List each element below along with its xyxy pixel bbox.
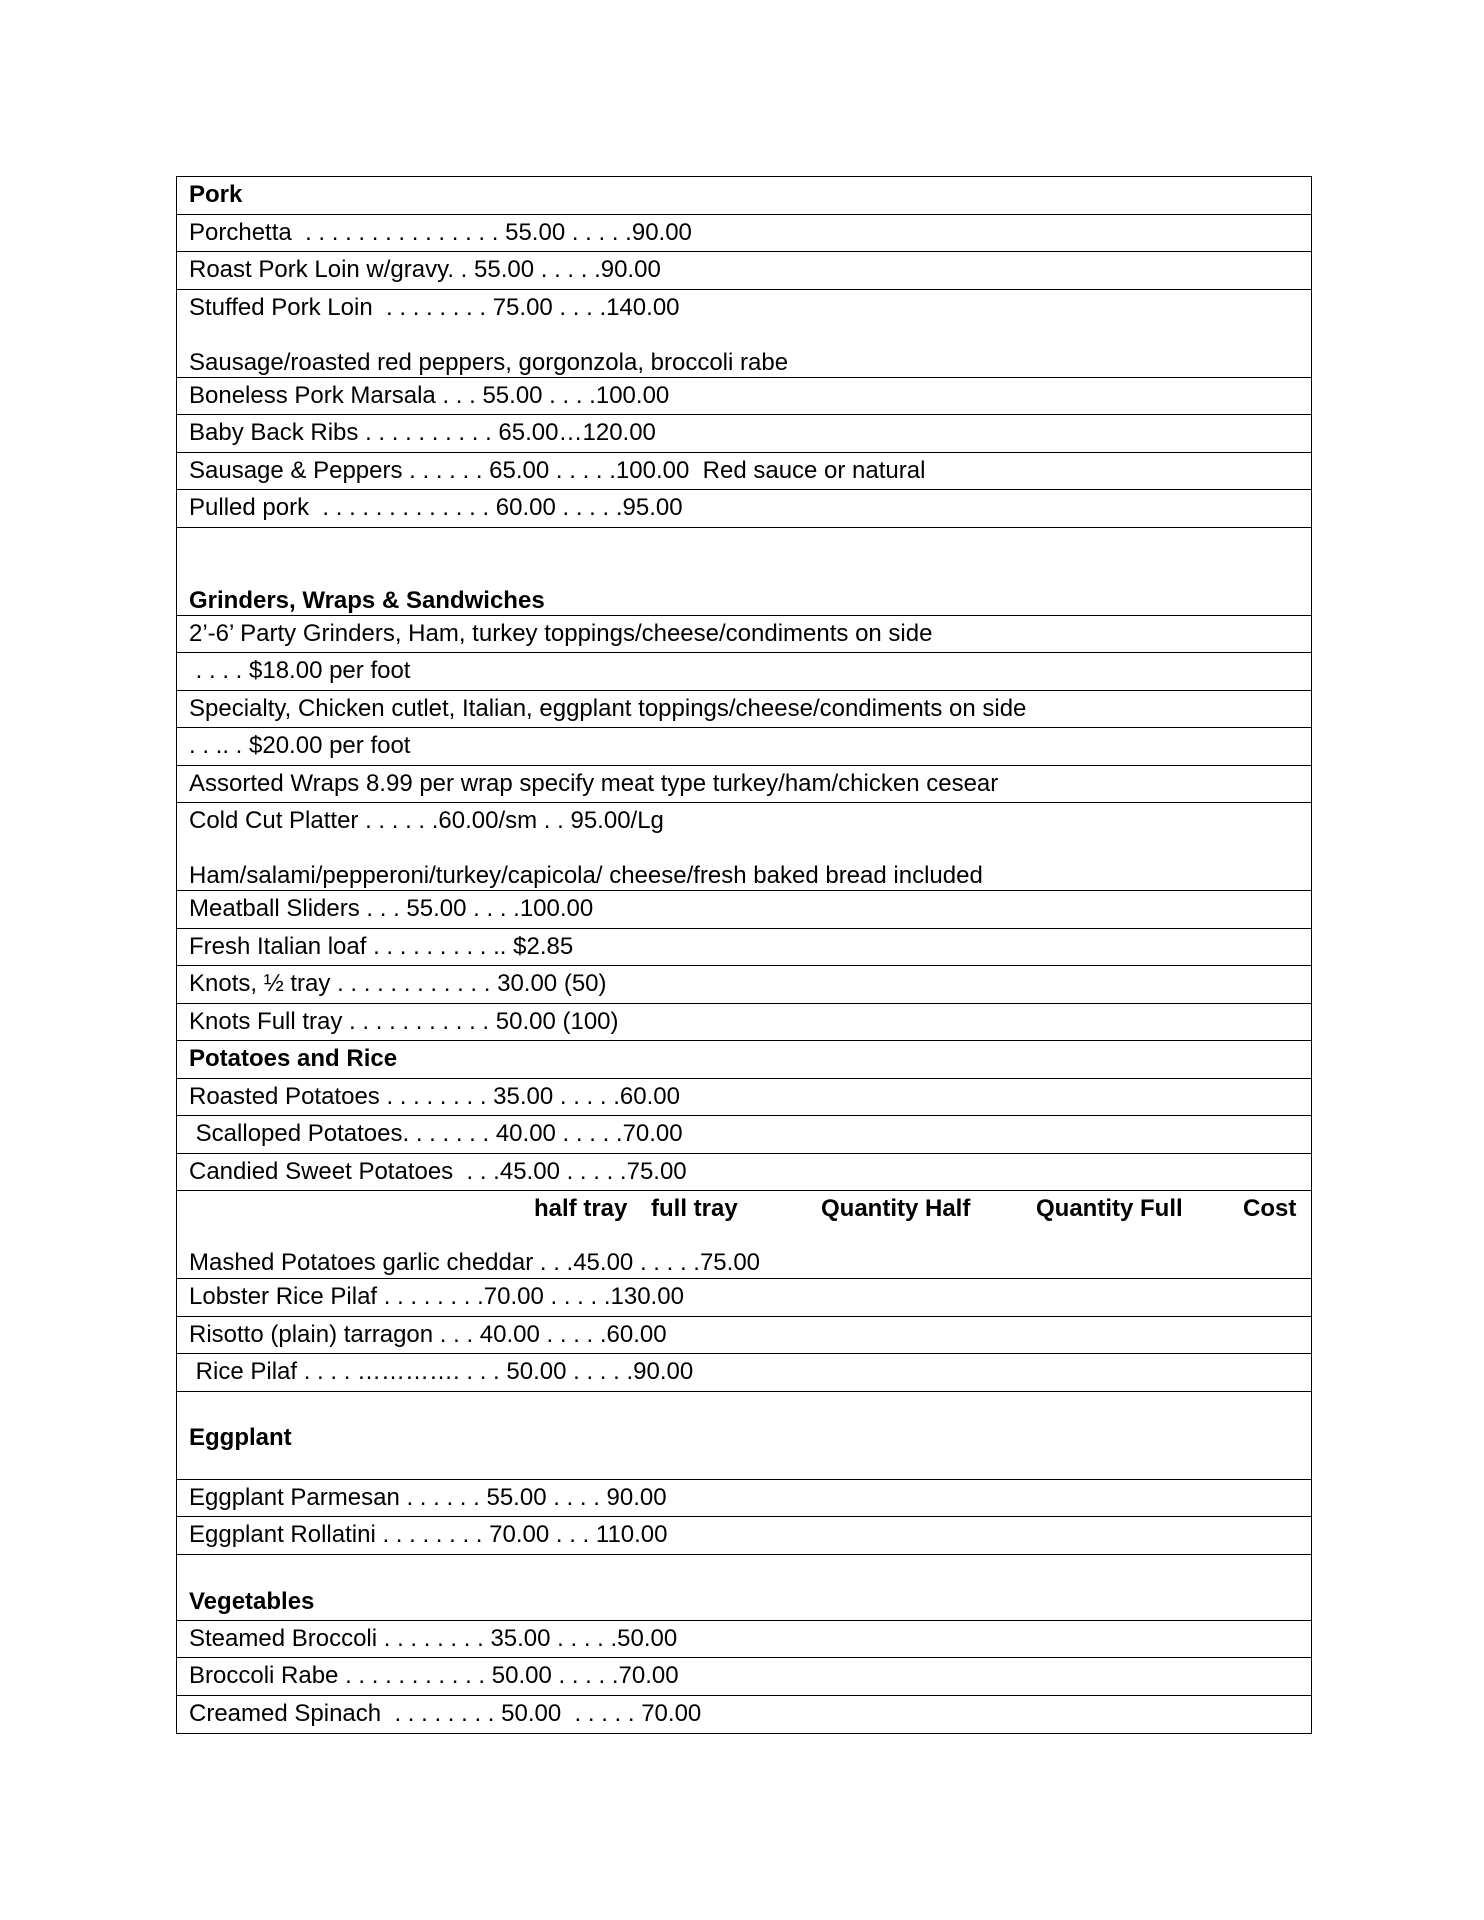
- item-line: Stuffed Pork Loin . . . . . . . . 75.00 . . . .140.00: [189, 293, 680, 321]
- menu-table: [176, 176, 1312, 1734]
- order-columns-header: [177, 1191, 1311, 1279]
- menu-item-mashed-potatoes: Mashed Potatoes garlic cheddar . . .45.00 . . . . .75.00: [189, 1249, 761, 1276]
- menu-item: Scalloped Potatoes. . . . . . . 40.00 . . . . .70.00: [177, 1116, 1311, 1154]
- col-quantity-full: Quantity Full: [1036, 1195, 1183, 1222]
- menu-item: 2’-6’ Party Grinders, Ham, turkey toppings/cheese/condiments on side: [177, 616, 1311, 654]
- menu-item-cold-cut-platter: [177, 803, 1311, 891]
- menu-item: . . . . $18.00 per foot: [177, 653, 1311, 691]
- menu-item: Risotto (plain) tarragon . . . 40.00 . . . . .60.00: [177, 1317, 1311, 1355]
- section-heading-eggplant: Eggplant: [177, 1392, 1311, 1480]
- menu-item: Baby Back Ribs . . . . . . . . . . 65.00…120.00: [177, 415, 1311, 453]
- menu-item: Knots Full tray . . . . . . . . . . . 50.00 (100): [177, 1004, 1311, 1042]
- col-half-tray: half tray: [534, 1195, 628, 1222]
- menu-item: Meatball Sliders . . . 55.00 . . . .100.00: [177, 891, 1311, 929]
- menu-item: Roast Pork Loin w/gravy. . 55.00 . . . . .90.00: [177, 252, 1311, 290]
- menu-item: . . .. . $20.00 per foot: [177, 728, 1311, 766]
- menu-item: Rice Pilaf . . . . …………. . . . 50.00 . . . . .90.00: [177, 1354, 1311, 1392]
- menu-item: Specialty, Chicken cutlet, Italian, eggplant toppings/cheese/condiments on side: [177, 691, 1311, 729]
- menu-item: Lobster Rice Pilaf . . . . . . . .70.00 . . . . .130.00: [177, 1279, 1311, 1317]
- section-heading-pork: Pork: [177, 177, 1311, 215]
- menu-item: Broccoli Rabe . . . . . . . . . . . 50.00 . . . . .70.00: [177, 1658, 1311, 1696]
- menu-item: Steamed Broccoli . . . . . . . . 35.00 . . . . .50.00: [177, 1621, 1311, 1659]
- col-cost: Cost: [1243, 1195, 1297, 1222]
- menu-item-stuffed-pork-loin: [177, 290, 1311, 378]
- col-quantity-half: Quantity Half: [821, 1195, 971, 1222]
- item-description: Ham/salami/pepperoni/turkey/capicola/ cheese/fresh baked bread included: [189, 862, 983, 889]
- menu-item: Eggplant Rollatini . . . . . . . . 70.00 . . . 110.00: [177, 1517, 1311, 1555]
- menu-item: Roasted Potatoes . . . . . . . . 35.00 . . . . .60.00: [177, 1079, 1311, 1117]
- menu-item: Eggplant Parmesan . . . . . . 55.00 . . . . 90.00: [177, 1480, 1311, 1518]
- menu-item: Porchetta . . . . . . . . . . . . . . . 55.00 . . . . .90.00: [177, 215, 1311, 253]
- section-heading-grinders: Grinders, Wraps & Sandwiches: [177, 528, 1311, 616]
- item-description: Sausage/roasted red peppers, gorgonzola, broccoli rabe: [189, 348, 789, 376]
- menu-item: Knots, ½ tray . . . . . . . . . . . . 30.00 (50): [177, 966, 1311, 1004]
- menu-item: Creamed Spinach . . . . . . . . 50.00 . . . . . 70.00: [189, 1699, 702, 1727]
- section-heading-potatoes: Potatoes and Rice: [177, 1041, 1311, 1079]
- col-full-tray: full tray: [651, 1195, 738, 1222]
- menu-item: Pulled pork . . . . . . . . . . . . . 60.00 . . . . .95.00: [177, 490, 1311, 528]
- menu-item: Candied Sweet Potatoes . . .45.00 . . . . .75.00: [177, 1154, 1311, 1192]
- menu-item: Assorted Wraps 8.99 per wrap specify meat type turkey/ham/chicken cesear: [177, 766, 1311, 804]
- menu-item: Boneless Pork Marsala . . . 55.00 . . . .100.00: [177, 378, 1311, 416]
- item-line: Cold Cut Platter . . . . . .60.00/sm . . 95.00/Lg: [189, 807, 664, 834]
- menu-item: Fresh Italian loaf . . . . . . . . . .. $2.85: [177, 929, 1311, 967]
- menu-item: Sausage & Peppers . . . . . . 65.00 . . . . .100.00 Red sauce or natural: [177, 453, 1311, 491]
- section-heading-vegetables: Vegetables: [177, 1555, 1311, 1621]
